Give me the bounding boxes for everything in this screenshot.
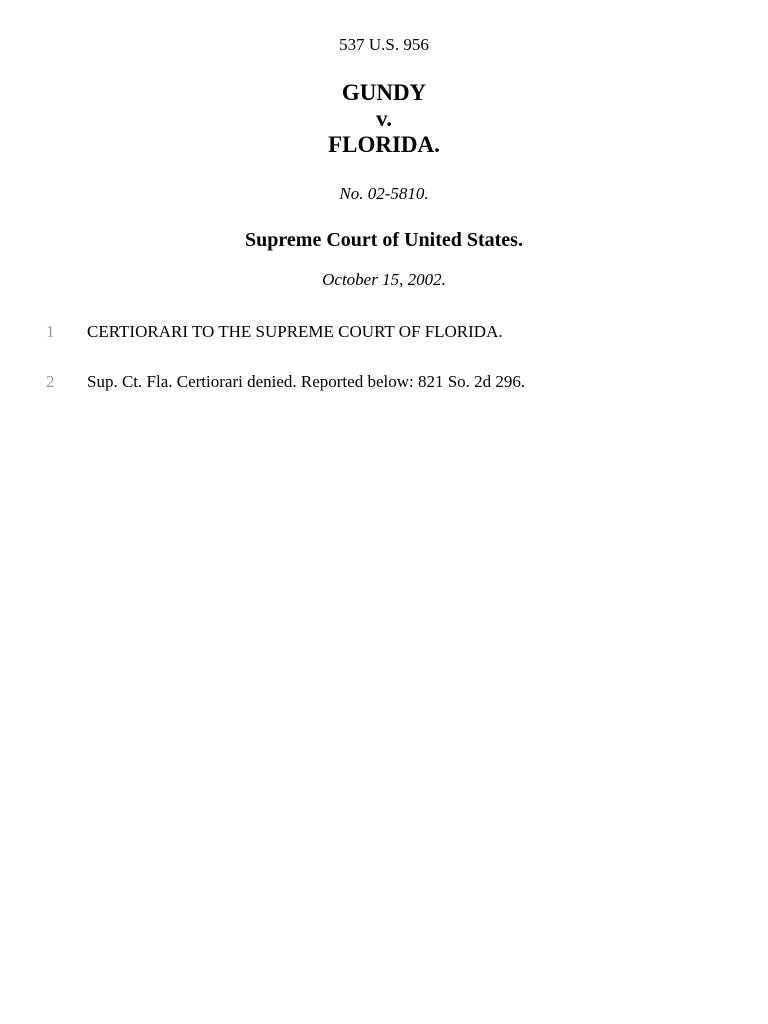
paragraph-text: CERTIORARI TO THE SUPREME COURT OF FLORIDA.: [87, 322, 503, 341]
decision-date: October 15, 2002.: [322, 270, 446, 289]
versus-label: v.: [376, 106, 392, 131]
petitioner-name: GUNDY: [341, 80, 427, 105]
court-name: Supreme Court of United States.: [245, 229, 523, 251]
respondent-name: FLORIDA.: [328, 132, 440, 157]
paragraph-number: 1: [46, 322, 55, 341]
docket-number: No. 02-5810.: [339, 184, 429, 203]
case-citation: 537 U.S. 956: [339, 35, 429, 54]
paragraph-number: 2: [46, 372, 55, 391]
case-caption: [0, 80, 768, 158]
paragraph-text: Sup. Ct. Fla. Certiorari denied. Reported below: 821 So. 2d 296.: [87, 372, 526, 391]
